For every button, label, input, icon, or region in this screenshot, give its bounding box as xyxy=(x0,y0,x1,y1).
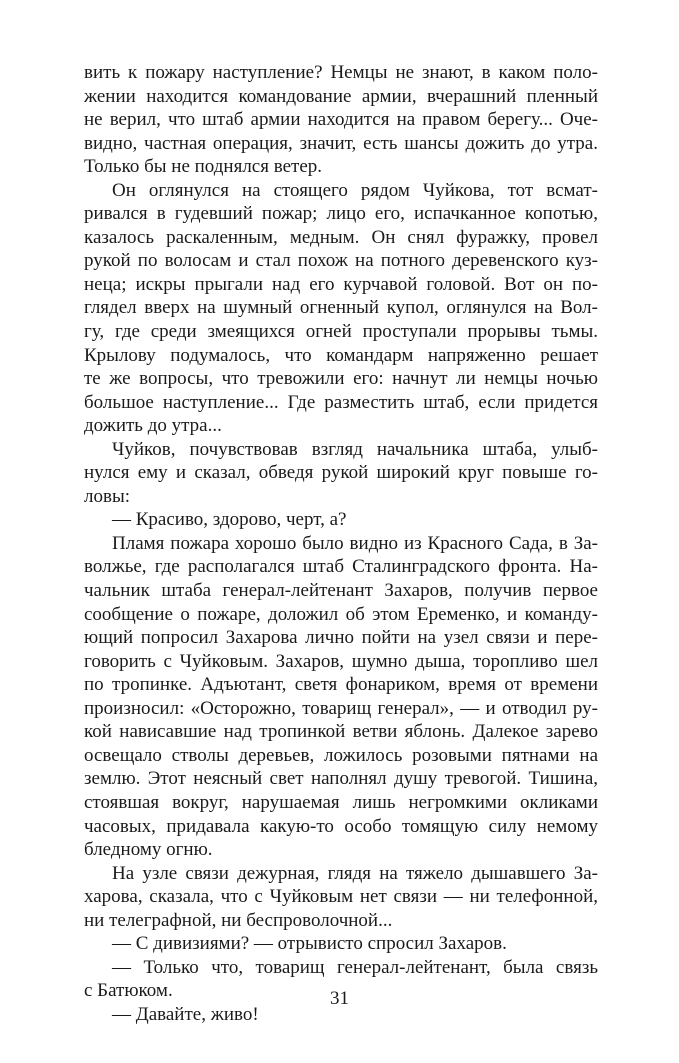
text-line: землю. Этот неясный свет наполнял душу тревогой. Тишина, xyxy=(84,768,598,790)
text-line: жении находится командование армии, вчерашний пленный xyxy=(84,85,598,107)
text-line: харова, сказала, что с Чуйковым нет связи — ни телефонной, xyxy=(84,886,598,908)
text-line: — Только что, товарищ генерал-лейтенант, была связь xyxy=(112,956,598,978)
text-line: Он оглянулся на стоящего рядом Чуйкова, тот всмат- xyxy=(112,179,598,201)
text-line: На узле связи дежурная, глядя на тяжело дышавшего За- xyxy=(112,862,598,884)
text-line: чальник штаба генерал-лейтенант Захаров, получив первое xyxy=(84,580,598,602)
text-line: Пламя пожара хорошо было видно из Красного Сада, в За- xyxy=(112,532,598,554)
text-line: ривался в гудевший пожар; лицо его, испачканное копотью, xyxy=(84,203,598,225)
text-line: говорить с Чуйковым. Захаров, шумно дыша, торопливо шел xyxy=(84,650,598,672)
text-line: дожить до утра... xyxy=(84,415,222,437)
text-line: — Красиво, здорово, черт, а? xyxy=(112,509,347,531)
text-line: неца; искры прыгали над его курчавой головой. Вот он по- xyxy=(84,273,598,295)
text-line: глядел вверх на шумный огненный купол, оглянулся на Вол- xyxy=(84,297,598,319)
text-line: часовых, придавала какую-то особо томящую силу немому xyxy=(84,815,598,837)
text-line: стоявшая вокруг, нарушаемая лишь негромкими окликами xyxy=(84,791,598,813)
text-line: Чуйков, почувствовав взгляд начальника штаба, улыб- xyxy=(112,438,598,460)
text-line: произносил: «Осторожно, товарищ генерал», — и отводил ру- xyxy=(84,697,598,719)
text-line: не верил, что штаб армии находится на правом берегу... Оче- xyxy=(84,109,598,131)
text-line: сообщение о пожаре, доложил об этом Еременко, и команду- xyxy=(84,603,598,625)
text-line: волжье, где располагался штаб Сталинградского фронта. На- xyxy=(84,556,598,578)
text-line: видно, частная операция, значит, есть шансы дожить до утра. xyxy=(84,132,598,154)
text-line: ловы: xyxy=(84,485,130,507)
text-line: по тропинке. Адъютант, светя фонариком, время от времени xyxy=(84,674,598,696)
text-line: нулся ему и сказал, обведя рукой широкий круг повыше го- xyxy=(84,462,598,484)
text-line: гу, где среди змеящихся огней проступали прорывы тьмы. xyxy=(84,321,598,343)
text-line: ни телеграфной, ни беспроволочной... xyxy=(84,909,393,931)
text-line: те же вопросы, что тревожили его: начнут ли немцы ночью xyxy=(84,368,598,390)
text-line: бледному огню. xyxy=(84,839,213,861)
text-line: казалось раскаленным, медным. Он снял фуражку, провел xyxy=(84,226,598,248)
text-line: — С дивизиями? — отрывисто спросил Захаров. xyxy=(112,933,507,955)
text-line: Крылову подумалось, что командарм напряженно решает xyxy=(84,344,598,366)
text-line: вить к пожару наступление? Немцы не знают, в каком поло- xyxy=(84,62,598,83)
text-line: рукой по волосам и стал похож на потного деревенского куз- xyxy=(84,250,598,272)
text-line: — Давайте, живо! xyxy=(112,1003,259,1025)
text-line: кой нависавшие над тропинкой ветви яблонь. Далекое зарево xyxy=(84,721,598,743)
text-line: освещало стволы деревьев, ложилось розовыми пятнами на xyxy=(84,744,598,766)
body-text xyxy=(84,61,598,1026)
text-line: большое наступление... Где разместить штаб, если придется xyxy=(84,391,598,413)
page-number: 31 xyxy=(330,988,349,1009)
text-line: с Батюком. xyxy=(84,980,173,1002)
text-line: Только бы не поднялся ветер. xyxy=(84,156,323,178)
text-line: ющий попросил Захарова лично пойти на узел связи и пере- xyxy=(84,627,598,649)
